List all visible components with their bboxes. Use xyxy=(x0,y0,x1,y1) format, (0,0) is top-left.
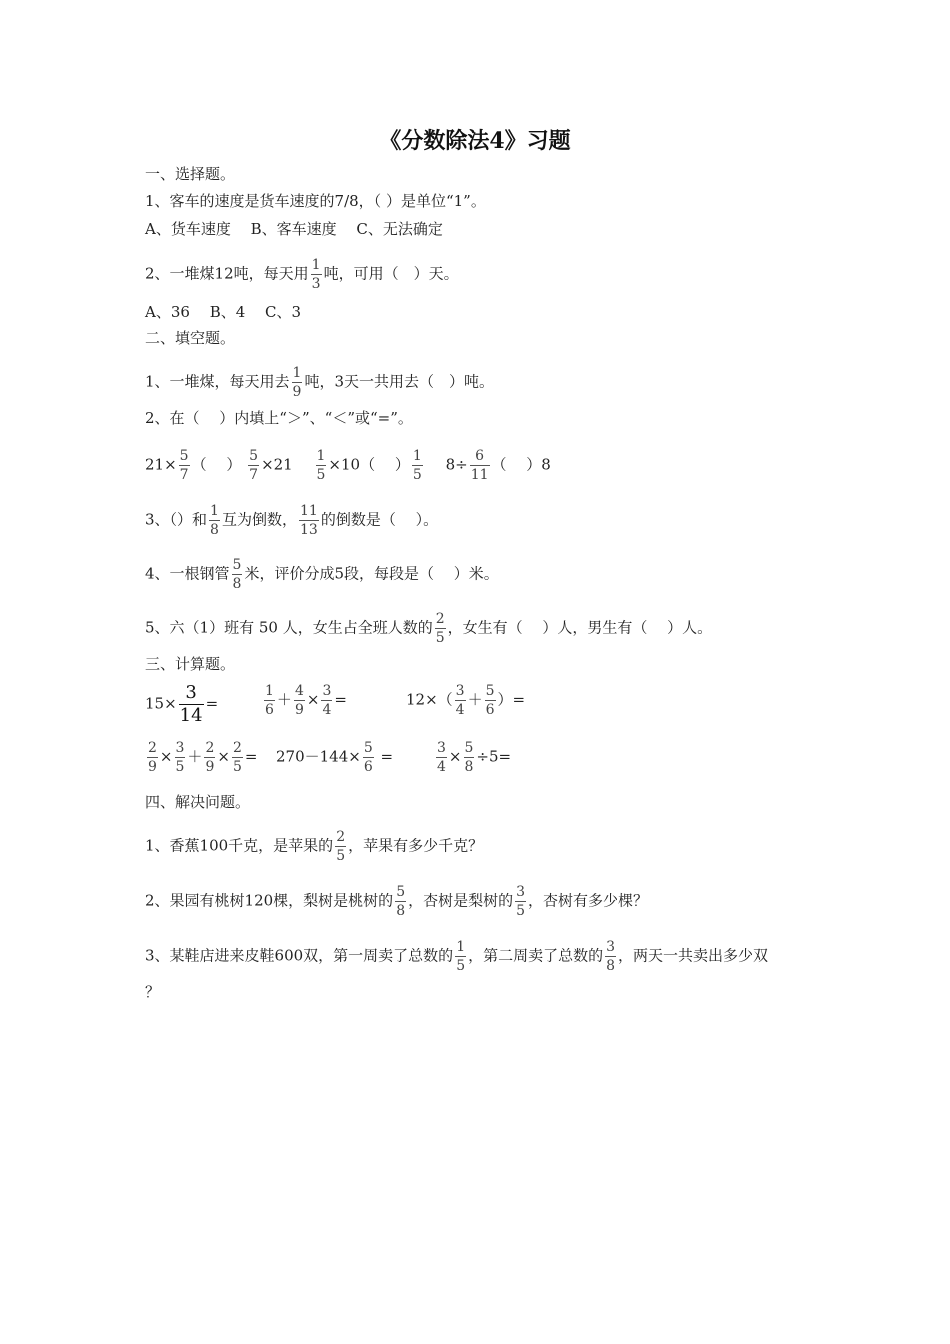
calc-expression-3 xyxy=(406,684,525,717)
question-2-1 xyxy=(145,366,494,399)
fraction: $\frac{5}{7}$ xyxy=(179,448,189,483)
problem-4-1 xyxy=(145,830,483,863)
fraction: $\frac{6}{11}$ xyxy=(470,448,489,483)
section-4-heading: 四、解决问题。 xyxy=(145,793,251,811)
problem-4-3-continuation: ？ xyxy=(145,983,161,1001)
question-text: ，杏树有多少棵？ xyxy=(528,891,649,910)
operator: ＋ xyxy=(467,690,483,709)
question-text: 3、某鞋店进来皮鞋600双，第一周卖了总数的 xyxy=(145,946,454,965)
fraction: $\frac{3}{5}$ xyxy=(175,740,185,775)
calc-expression-6 xyxy=(434,741,511,774)
question-text: 5、六（1）班有 50 人，女生占全班人数的 xyxy=(145,618,433,637)
section-2-heading: 二、填空题。 xyxy=(145,329,236,347)
question-text: 3、（）和 xyxy=(145,510,208,529)
fraction: $\frac{2}{9}$ xyxy=(205,740,215,775)
section-3-heading: 三、计算题。 xyxy=(145,655,236,673)
fraction: $\frac{2}{5}$ xyxy=(435,611,445,646)
fraction: $\frac{3}{4}$ xyxy=(322,683,332,718)
fraction: $\frac{2}{5}$ xyxy=(336,829,346,864)
compare-text: （ ）8 xyxy=(491,455,551,474)
fraction: $\frac{1}{3}$ xyxy=(311,257,321,292)
operator: ＋ xyxy=(276,690,292,709)
expr-text: ）= xyxy=(497,690,526,709)
page-title: 《分数除法4》习题 xyxy=(379,128,571,154)
fraction: $\frac{1}{9}$ xyxy=(292,365,302,400)
fraction: $\frac{5}{6}$ xyxy=(363,740,373,775)
problem-4-3 xyxy=(145,940,768,973)
fraction: $\frac{5}{6}$ xyxy=(485,683,495,718)
question-text: 1、香蕉100千克，是苹果的 xyxy=(145,836,334,855)
compare-text: 21× xyxy=(145,455,177,474)
fraction: $\frac{3}{14}$ xyxy=(179,682,203,726)
operator: × xyxy=(448,747,462,766)
calc-expression-4 xyxy=(145,741,257,774)
question-text: ，女生有（ ）人，男生有（ ）人。 xyxy=(447,618,713,637)
operator: × xyxy=(306,690,320,709)
fraction: $\frac{5}{8}$ xyxy=(464,740,474,775)
fraction: $\frac{1}{5}$ xyxy=(412,448,422,483)
question-text: 米，评价分成5段，每段是（ ）米。 xyxy=(244,564,499,583)
comparison-row xyxy=(145,449,551,482)
question-text: ，两天一共卖出多少双 xyxy=(618,946,769,965)
compare-text: ×10（ ） xyxy=(328,455,410,474)
question-2-3 xyxy=(145,504,438,537)
fraction: $\frac{1}{5}$ xyxy=(456,939,466,974)
fraction: $\frac{5}{8}$ xyxy=(232,557,242,592)
compare-text: 8÷ xyxy=(445,455,468,474)
question-text: 2、果园有桃树120棵，梨树是桃树的 xyxy=(145,891,394,910)
fraction: $\frac{3}{4}$ xyxy=(437,740,446,775)
question-text: 互为倒数， xyxy=(221,510,297,529)
fraction: $\frac{11}{13}$ xyxy=(299,503,318,538)
fraction: $\frac{5}{7}$ xyxy=(249,448,259,483)
question-2-2: 2、在（ ）内填上“＞”、“＜”或“=”。 xyxy=(145,409,413,427)
expr-text: 12×（ xyxy=(406,690,453,709)
expr-text: = xyxy=(205,694,219,713)
question-text: ，第二周卖了总数的 xyxy=(468,946,604,965)
fraction: $\frac{3}{5}$ xyxy=(516,884,526,919)
problem-4-2 xyxy=(145,885,648,918)
fraction: $\frac{3}{8}$ xyxy=(606,939,616,974)
fraction: $\frac{3}{4}$ xyxy=(455,683,465,718)
calc-expression-1 xyxy=(145,684,218,725)
question-1-1: 1、客车的速度是货车速度的7/8，（ ）是单位“1”。 xyxy=(145,192,486,210)
question-text: 的倒数是（ ）。 xyxy=(320,510,439,529)
question-text: 2、一堆煤12吨，每天用 xyxy=(145,264,309,283)
question-2-5 xyxy=(145,612,712,645)
expr-text: = xyxy=(244,747,258,766)
fraction: $\frac{1}{8}$ xyxy=(210,503,219,538)
fraction: $\frac{2}{9}$ xyxy=(148,740,157,775)
calc-expression-2 xyxy=(262,684,347,717)
question-text: 4、一根钢管 xyxy=(145,564,230,583)
compare-text: ×21 xyxy=(261,455,293,474)
expr-text: ÷5= xyxy=(476,747,512,766)
question-text: 1、一堆煤，每天用去 xyxy=(145,372,290,391)
expr-text: = xyxy=(334,690,347,709)
question-text: 吨，可用（ ）天。 xyxy=(323,264,459,283)
question-text: ，苹果有多少千克？ xyxy=(348,836,484,855)
expr-text: 15× xyxy=(145,694,177,713)
fraction: $\frac{4}{9}$ xyxy=(294,683,304,718)
fraction: $\frac{5}{8}$ xyxy=(396,884,406,919)
operator: × xyxy=(159,747,173,766)
fraction: $\frac{1}{5}$ xyxy=(316,448,326,483)
question-1-2 xyxy=(145,258,459,291)
calc-expression-5 xyxy=(276,741,393,774)
section-1-heading: 一、选择题。 xyxy=(145,165,236,183)
expr-text: 270－144× xyxy=(276,747,361,766)
question-1-1-options: A、货车速度 B、客车速度 C、无法确定 xyxy=(145,220,443,238)
question-text: 吨，3天一共用去（ ）吨。 xyxy=(304,372,495,391)
question-2-4 xyxy=(145,558,499,591)
question-text: ，杏树是梨树的 xyxy=(408,891,514,910)
fraction: $\frac{1}{6}$ xyxy=(265,683,274,718)
expr-text: = xyxy=(375,747,394,766)
fraction: $\frac{2}{5}$ xyxy=(232,740,242,775)
question-1-2-options: A、36 B、4 C、3 xyxy=(145,303,302,321)
answer-blank: （ ） xyxy=(191,455,242,474)
operator: × xyxy=(217,747,230,766)
operator: ＋ xyxy=(187,747,203,766)
